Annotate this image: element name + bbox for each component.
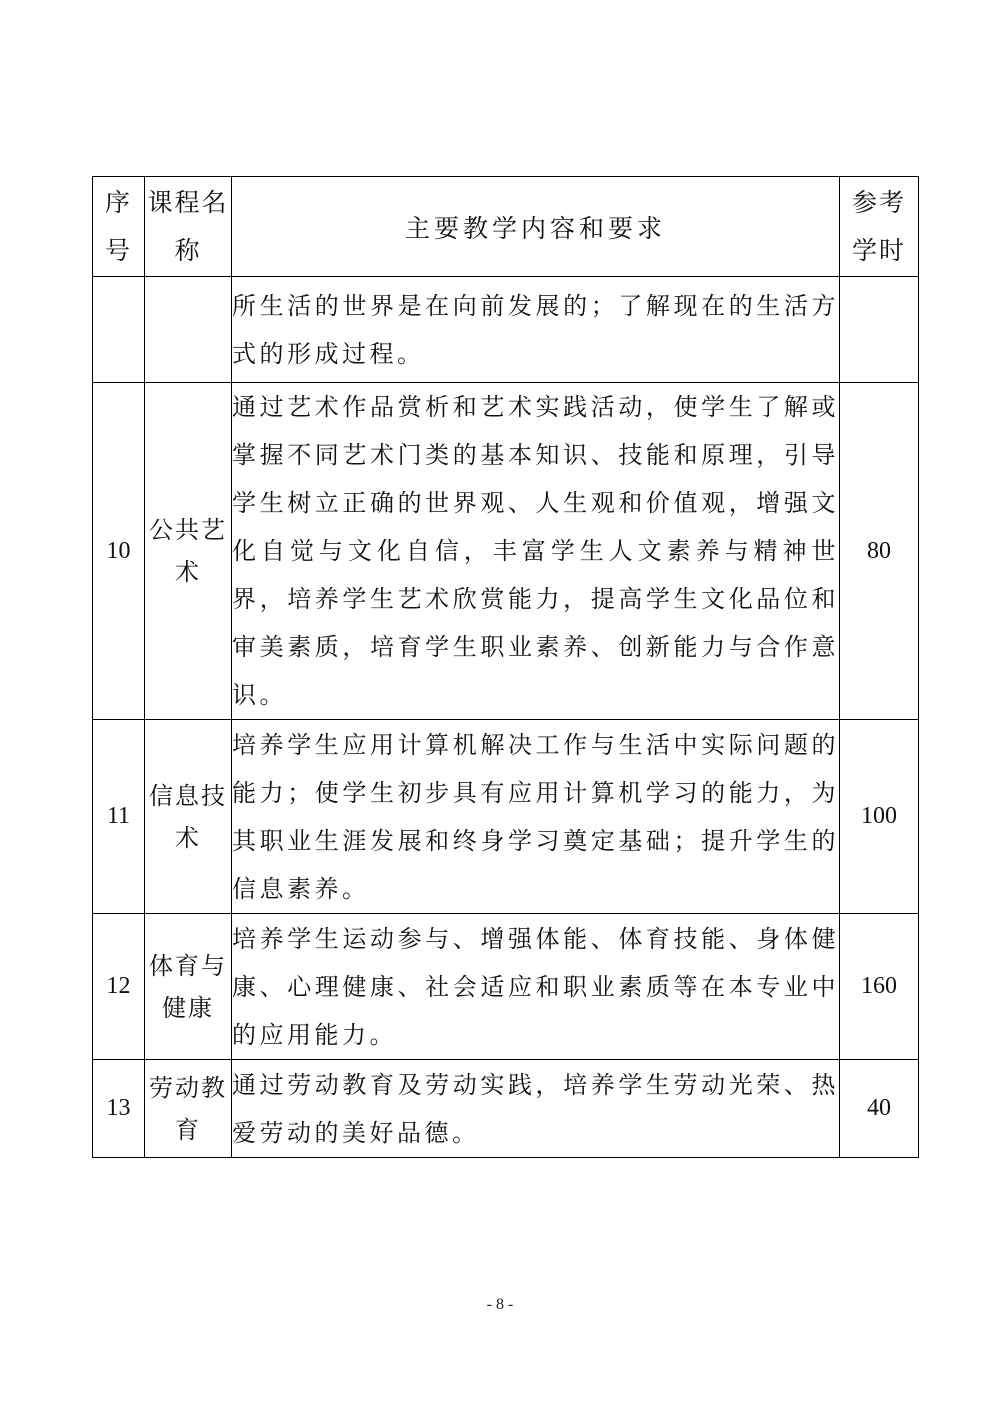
cell-hours: 160 — [840, 914, 919, 1060]
cell-content: 所生活的世界是在向前发展的；了解现在的生活方式的形成过程。 — [232, 277, 840, 383]
cell-num: 10 — [93, 383, 145, 720]
page-number: - 8 - — [486, 1296, 514, 1313]
header-hours: 参考学时 — [840, 177, 919, 277]
cell-hours: 40 — [840, 1060, 919, 1158]
cell-content: 培养学生应用计算机解决工作与生活中实际问题的能力；使学生初步具有应用计算机学习的能力，为其职业生涯发展和终身学习奠定基础；提升学生的信息素养。 — [232, 720, 840, 914]
cell-course-name — [145, 277, 232, 383]
table-row — [93, 1060, 919, 1158]
header-content: 主要教学内容和要求 — [232, 177, 840, 277]
table-header-row — [93, 177, 919, 277]
cell-course-name: 信息技术 — [145, 720, 232, 914]
cell-course-name: 公共艺术 — [145, 383, 232, 720]
cell-num — [93, 277, 145, 383]
cell-course-name: 体育与健康 — [145, 914, 232, 1060]
table-row — [93, 720, 919, 914]
cell-hours: 80 — [840, 383, 919, 720]
cell-content: 培养学生运动参与、增强体能、体育技能、身体健康、心理健康、社会适应和职业素质等在本专业中的应用能力。 — [232, 914, 840, 1060]
cell-course-name: 劳动教育 — [145, 1060, 232, 1158]
cell-num: 12 — [93, 914, 145, 1060]
table-row-continuation — [93, 277, 919, 383]
header-num: 序号 — [93, 177, 145, 277]
course-table — [92, 176, 919, 1158]
table-row — [93, 914, 919, 1060]
cell-content: 通过劳动教育及劳动实践，培养学生劳动光荣、热爱劳动的美好品德。 — [232, 1060, 840, 1158]
header-course-name: 课程名称 — [145, 177, 232, 277]
cell-hours: 100 — [840, 720, 919, 914]
table-row — [93, 383, 919, 720]
cell-num: 11 — [93, 720, 145, 914]
cell-num: 13 — [93, 1060, 145, 1158]
cell-content: 通过艺术作品赏析和艺术实践活动，使学生了解或掌握不同艺术门类的基本知识、技能和原理，引导学生树立正确的世界观、人生观和价值观，增强文化自觉与文化自信，丰富学生人文素养与精神世界，培养学生艺术欣赏能力，提高学生文化品位和审美素质，培育学生职业素养、创新能力与合作意识。 — [232, 383, 840, 720]
cell-hours — [840, 277, 919, 383]
